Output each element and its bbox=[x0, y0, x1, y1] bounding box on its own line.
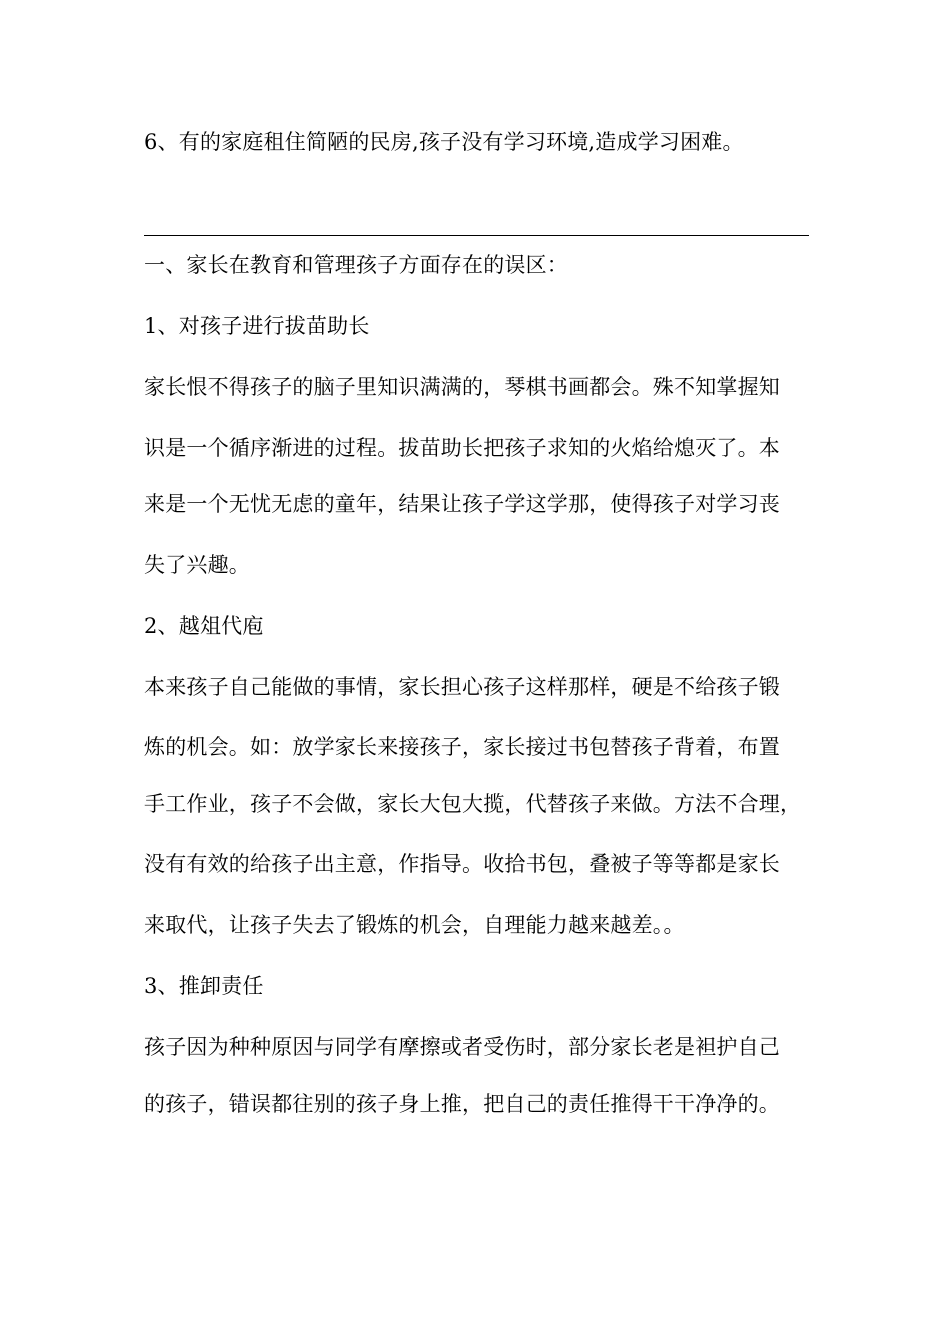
item-2-title: 2、越俎代庖 bbox=[144, 614, 264, 638]
item-2-line: 手工作业，孩子不会做，家长大包大揽，代替孩子来做。方法不合理， bbox=[144, 792, 802, 816]
item-1-line: 失了兴趣。 bbox=[144, 553, 250, 577]
item-2-line: 本来孩子自己能做的事情，家长担心孩子这样那样，硬是不给孩子锻 bbox=[144, 675, 780, 699]
item-1-title: 1、对孩子进行拔苗助长 bbox=[144, 314, 370, 338]
item-2-line: 没有有效的给孩子出主意，作指导。收拾书包，叠被子等等都是家长 bbox=[144, 852, 780, 876]
top-paragraph: 6、有的家庭租住简陋的民房,孩子没有学习环境,造成学习困难。 bbox=[144, 130, 744, 154]
section-heading: 一、家长在教育和管理孩子方面存在的误区： bbox=[144, 253, 568, 277]
horizontal-divider bbox=[144, 235, 809, 236]
item-3-line: 孩子因为种种原因与同学有摩擦或者受伤时，部分家长老是袒护自己 bbox=[144, 1035, 780, 1059]
item-2-line: 炼的机会。如：放学家长来接孩子，家长接过书包替孩子背着，布置 bbox=[144, 735, 780, 759]
item-1-line: 来是一个无忧无虑的童年，结果让孩子学这学那，使得孩子对学习丧 bbox=[144, 492, 780, 516]
item-3-line: 的孩子，错误都往别的孩子身上推，把自己的责任推得干干净净的。 bbox=[144, 1092, 780, 1116]
item-3-title: 3、推卸责任 bbox=[144, 974, 264, 998]
item-1-line: 家长恨不得孩子的脑子里知识满满的，琴棋书画都会。殊不知掌握知 bbox=[144, 375, 780, 399]
item-1-line: 识是一个循序渐进的过程。拔苗助长把孩子求知的火焰给熄灭了。本 bbox=[144, 436, 780, 460]
item-2-line: 来取代，让孩子失去了锻炼的机会，自理能力越来越差。。 bbox=[144, 913, 685, 937]
